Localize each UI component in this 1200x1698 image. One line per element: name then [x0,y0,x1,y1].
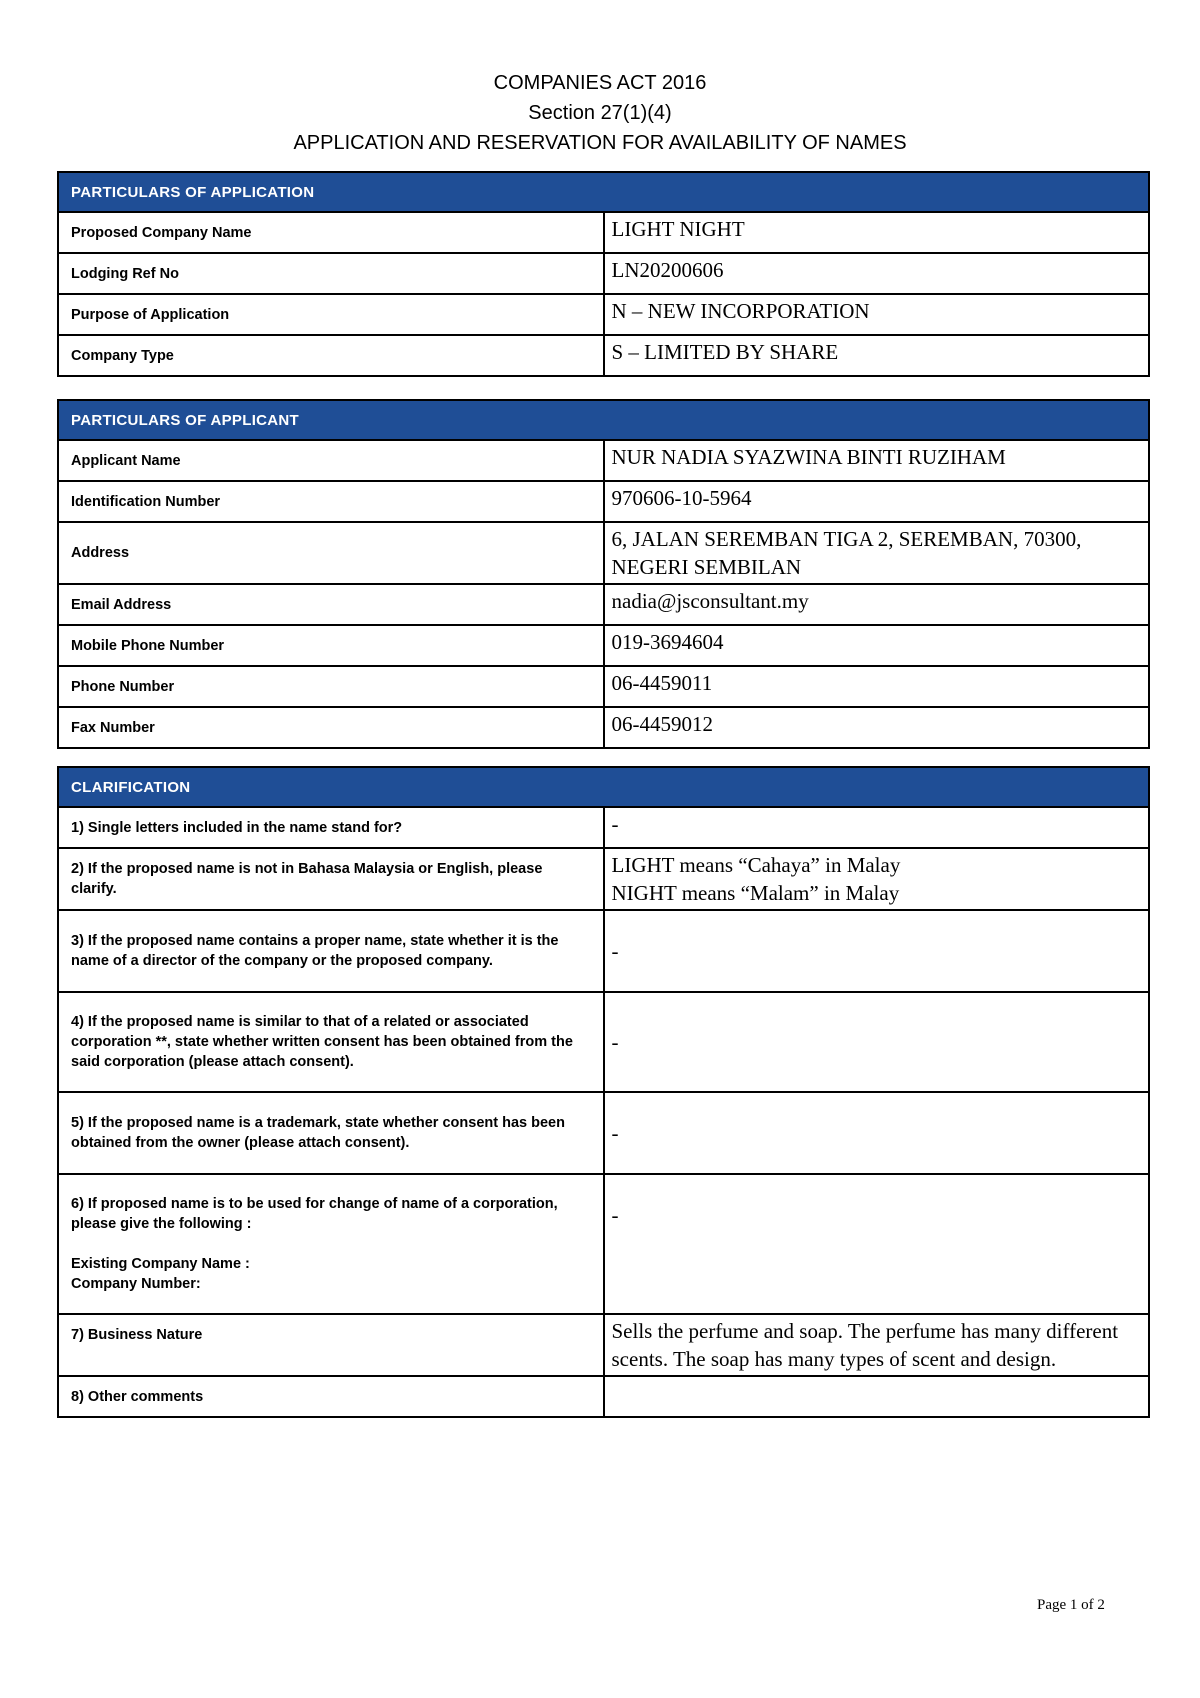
q5-value: - [604,1092,1150,1174]
field-label: Address [58,522,604,584]
address-value: 6, JALAN SEREMBAN TIGA 2, SEREMBAN, 70300, NEGERI SEMBILAN [604,522,1150,584]
purpose-value: N – NEW INCORPORATION [604,294,1150,335]
clarification-table [57,766,1150,1418]
document-header [0,68,1200,158]
field-label: Purpose of Application [58,294,604,335]
field-label: Identification Number [58,481,604,522]
question-label: 4) If the proposed name is similar to that of a related or associated corporation **, state whether written consent has been obtained from the said corporation (please attach consent). [58,992,604,1092]
existing-company-name-label: Existing Company Name : [71,1256,250,1272]
field-label: Mobile Phone Number [58,625,604,666]
field-label: Applicant Name [58,440,604,481]
other-comments-value [604,1376,1150,1417]
question-label: 3) If the proposed name contains a proper name, state whether it is the name of a director of the company or the proposed company. [58,910,604,992]
application-table [57,171,1150,377]
applicant-name-value: NUR NADIA SYAZWINA BINTI RUZIHAM [604,440,1150,481]
question-label: 5) If the proposed name is a trademark, state whether consent has been obtained from the owner (please attach consent). [58,1092,604,1174]
q3-value: - [604,910,1150,992]
phone-value: 06-4459011 [604,666,1150,707]
email-value: nadia@jsconsultant.my [604,584,1150,625]
q1-value: - [604,807,1150,848]
lodging-ref-value: LN20200606 [604,253,1150,294]
section-title: Section 27(1)(4) [528,102,672,124]
applicant-section-header: PARTICULARS OF APPLICANT [58,400,1149,440]
form-title: APPLICATION AND RESERVATION FOR AVAILABILITY OF NAMES [293,132,907,154]
field-label: Company Type [58,335,604,376]
proposed-company-name-value: LIGHT NIGHT [604,212,1150,253]
q4-value: - [604,992,1150,1092]
clarification-section-header: CLARIFICATION [58,767,1149,807]
fax-value: 06-4459012 [604,707,1150,748]
identification-number-value: 970606-10-5964 [604,481,1150,522]
q2-value-line2: NIGHT means “Malam” in Malay [611,881,900,905]
mobile-phone-value: 019-3694604 [604,625,1150,666]
q2-value [604,848,1150,910]
question-label [58,1174,604,1314]
question-label: 2) If the proposed name is not in Bahasa Malaysia or English, please clarify. [58,848,604,910]
application-section-header: PARTICULARS OF APPLICATION [58,172,1149,212]
company-number-label: Company Number: [71,1276,201,1292]
question-label: 8) Other comments [58,1376,604,1417]
applicant-table [57,399,1150,749]
field-label: Phone Number [58,666,604,707]
field-label: Proposed Company Name [58,212,604,253]
q6-value: - [604,1174,1150,1314]
business-nature-value: Sells the perfume and soap. The perfume has many different scents. The soap has many types of scent and design. [604,1314,1150,1376]
q6-label: 6) If proposed name is to be used for change of name of a corporation, please give the following : [71,1196,558,1232]
page-number: Page 1 of 2 [1037,1597,1105,1613]
field-label: Fax Number [58,707,604,748]
company-type-value: S – LIMITED BY SHARE [604,335,1150,376]
field-label: Email Address [58,584,604,625]
q2-value-line1: LIGHT means “Cahaya” in Malay [611,853,901,877]
act-title: COMPANIES ACT 2016 [493,72,707,94]
question-label: 1) Single letters included in the name stand for? [58,807,604,848]
question-label: 7) Business Nature [58,1314,604,1376]
field-label: Lodging Ref No [58,253,604,294]
